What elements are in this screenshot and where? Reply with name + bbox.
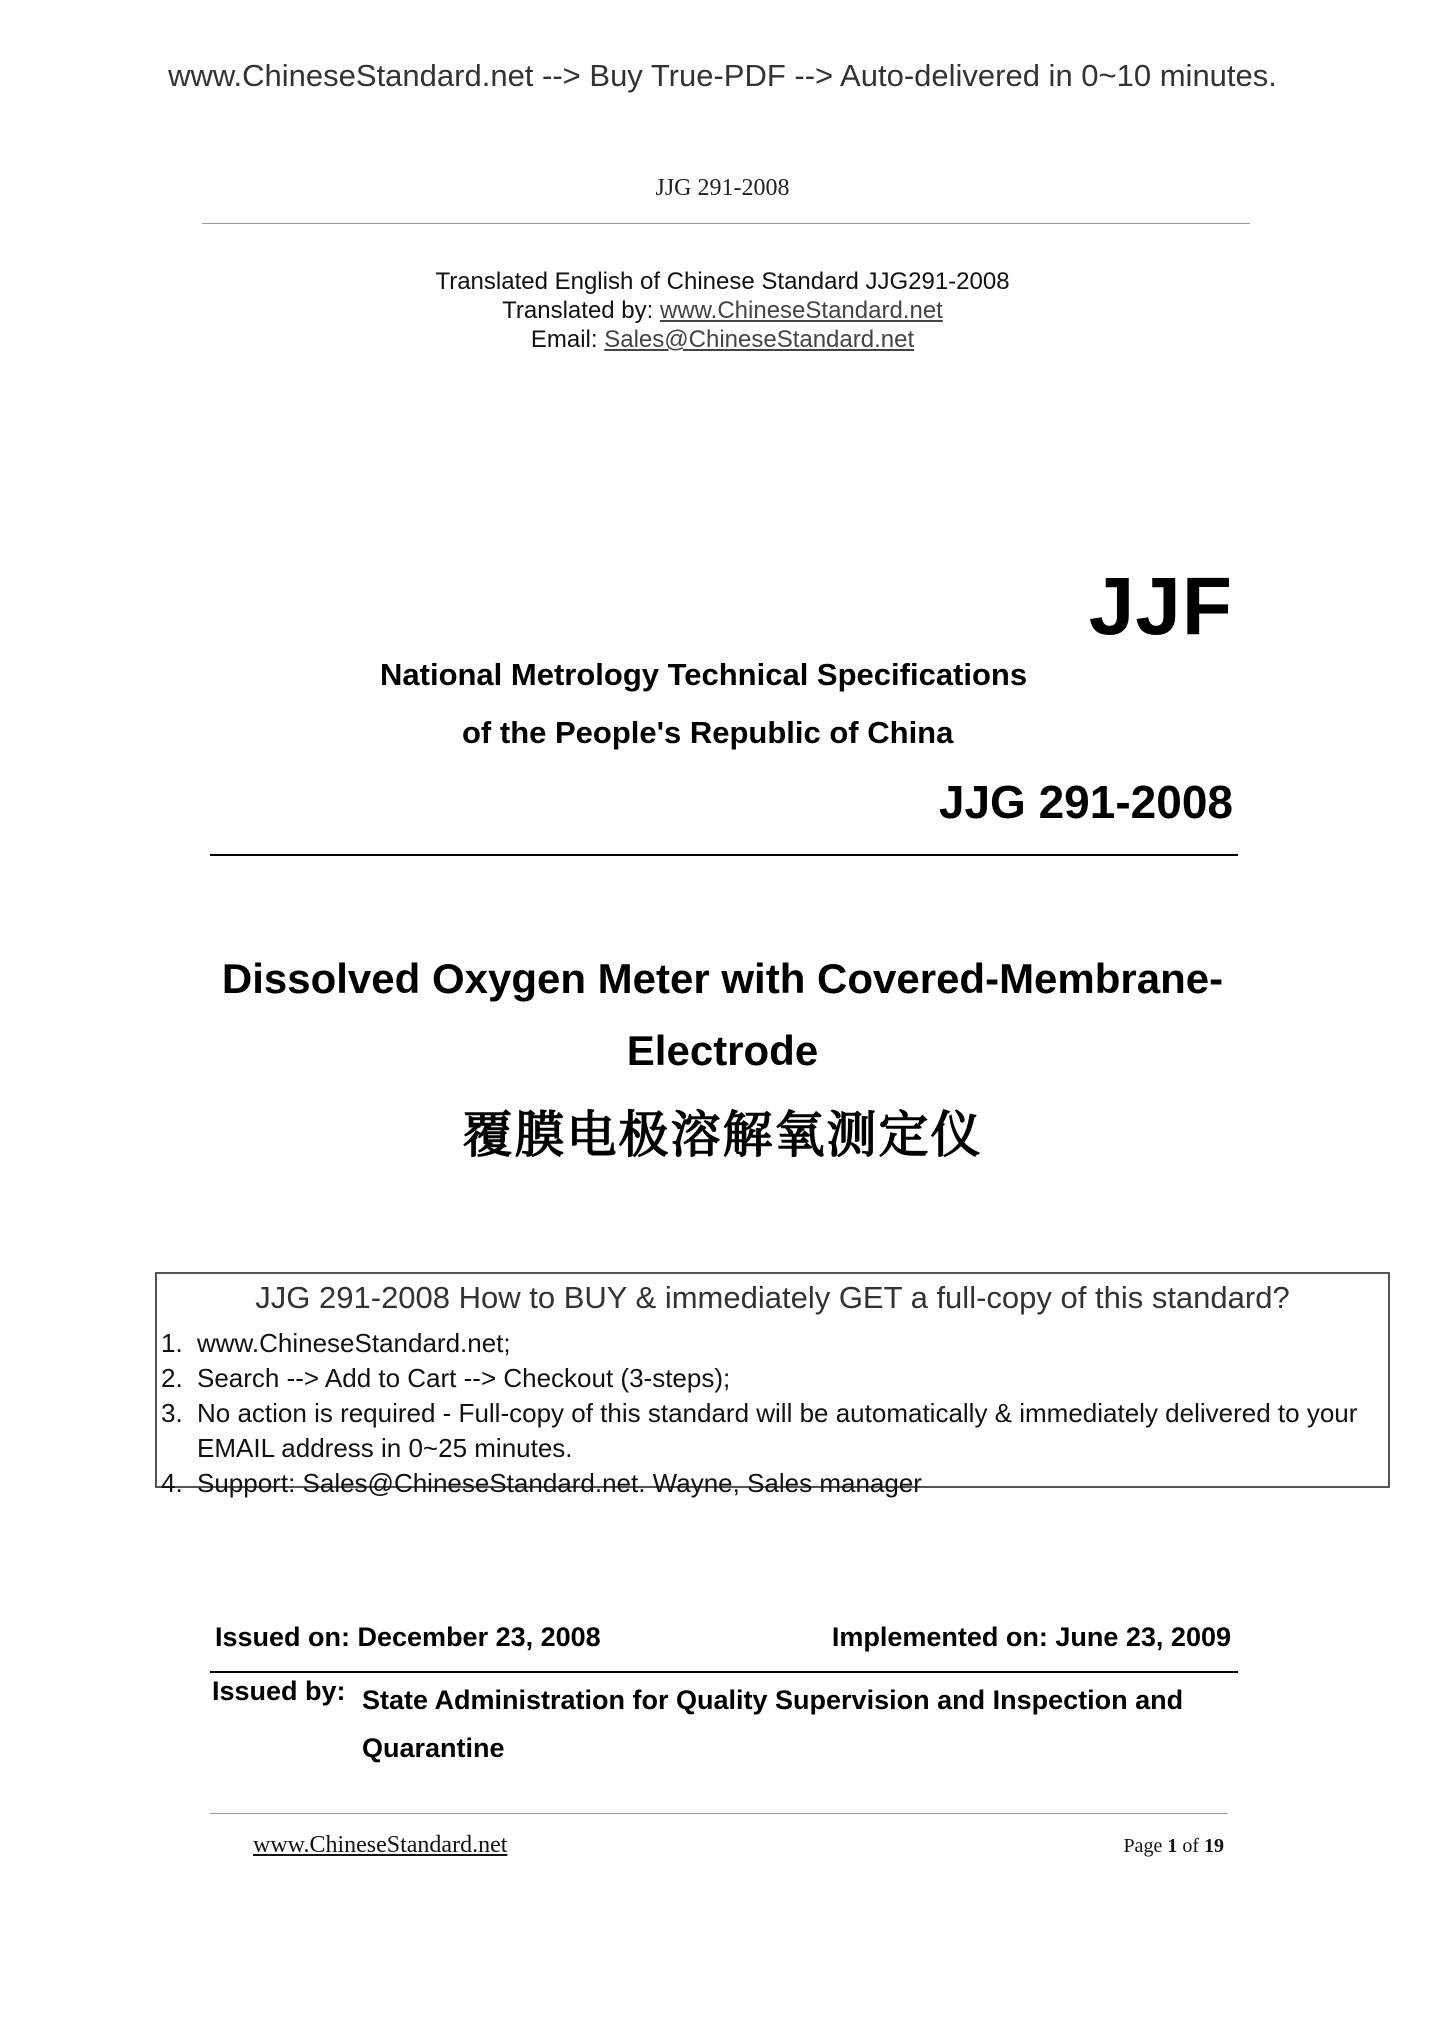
translated-by-link[interactable]: www.ChineseStandard.net <box>660 297 943 324</box>
email-link[interactable]: Sales@ChineseStandard.net <box>604 326 915 353</box>
email-line <box>0 325 1445 354</box>
buy-step <box>161 1466 1380 1501</box>
spec-title-line1: National Metrology Technical Specifications <box>380 657 1028 692</box>
chinese-title: 覆膜电极溶解氧测定仪 <box>462 1106 983 1164</box>
header-standard-code: JJG 291-2008 <box>655 175 790 201</box>
page-of-label: of <box>1177 1835 1204 1857</box>
implemented-on-date: Implemented on: June 23, 2009 <box>831 1622 1231 1652</box>
buy-step <box>161 1326 1380 1361</box>
buy-step-number: 3. <box>161 1398 183 1428</box>
buy-step <box>161 1396 1380 1466</box>
buy-step-text: Support: Sales@ChineseStandard.net. Wayne, Sales manager <box>197 1468 922 1498</box>
issued-by-label: Issued by: <box>212 1676 346 1706</box>
page-label: Page <box>1123 1835 1168 1857</box>
translated-by-label: Translated by: <box>502 297 660 324</box>
footer-divider <box>210 1813 1228 1814</box>
email-label: Email: <box>530 326 605 353</box>
top-banner: www.ChineseStandard.net --> Buy True-PDF --> Auto-delivered in 0~10 minutes. <box>168 58 1277 93</box>
english-title-line2: Electrode <box>626 1027 819 1074</box>
buy-step <box>161 1361 1380 1396</box>
page-number: 1 <box>1167 1835 1178 1857</box>
translation-title: Translated English of Chinese Standard JJG291-2008 <box>435 268 1010 295</box>
buy-step-number: 2. <box>161 1363 183 1393</box>
english-title-line1: Dissolved Oxygen Meter with Covered-Membrane- <box>221 955 1224 1002</box>
issued-on-date: Issued on: December 23, 2008 <box>215 1622 601 1652</box>
english-title <box>150 943 1295 1087</box>
standard-code: JJG 291-2008 <box>938 776 1233 828</box>
page-total: 19 <box>1204 1835 1224 1857</box>
buy-step-number: 1. <box>161 1328 183 1358</box>
jjf-mark: JJF <box>1088 561 1233 652</box>
buy-box-heading: JJG 291-2008 How to BUY & immediately GET a full-copy of this standard? <box>255 1280 1290 1315</box>
translation-info <box>0 267 1445 354</box>
issued-by-authority: State Administration for Quality Supervision and Inspection and Quarantine <box>362 1685 1184 1763</box>
header-divider <box>202 223 1250 224</box>
buy-steps-list <box>161 1326 1380 1501</box>
spec-title-line2: of the People's Republic of China <box>462 715 954 750</box>
buy-step-text: No action is required - Full-copy of this standard will be automatically & immediately delivered to your EMAIL address in 0~25 minutes. <box>197 1398 1358 1463</box>
translated-by-line <box>0 296 1445 325</box>
buy-step-text: Search --> Add to Cart --> Checkout (3-steps); <box>197 1363 731 1393</box>
buy-step-number: 4. <box>161 1468 183 1498</box>
title-divider <box>210 854 1238 856</box>
buy-instructions-box <box>155 1272 1390 1498</box>
issue-divider <box>210 1671 1238 1673</box>
page-indicator <box>1123 1835 1224 1858</box>
buy-step-text: www.ChineseStandard.net; <box>197 1328 511 1358</box>
footer-site-link[interactable]: www.ChineseStandard.net <box>253 1832 508 1858</box>
